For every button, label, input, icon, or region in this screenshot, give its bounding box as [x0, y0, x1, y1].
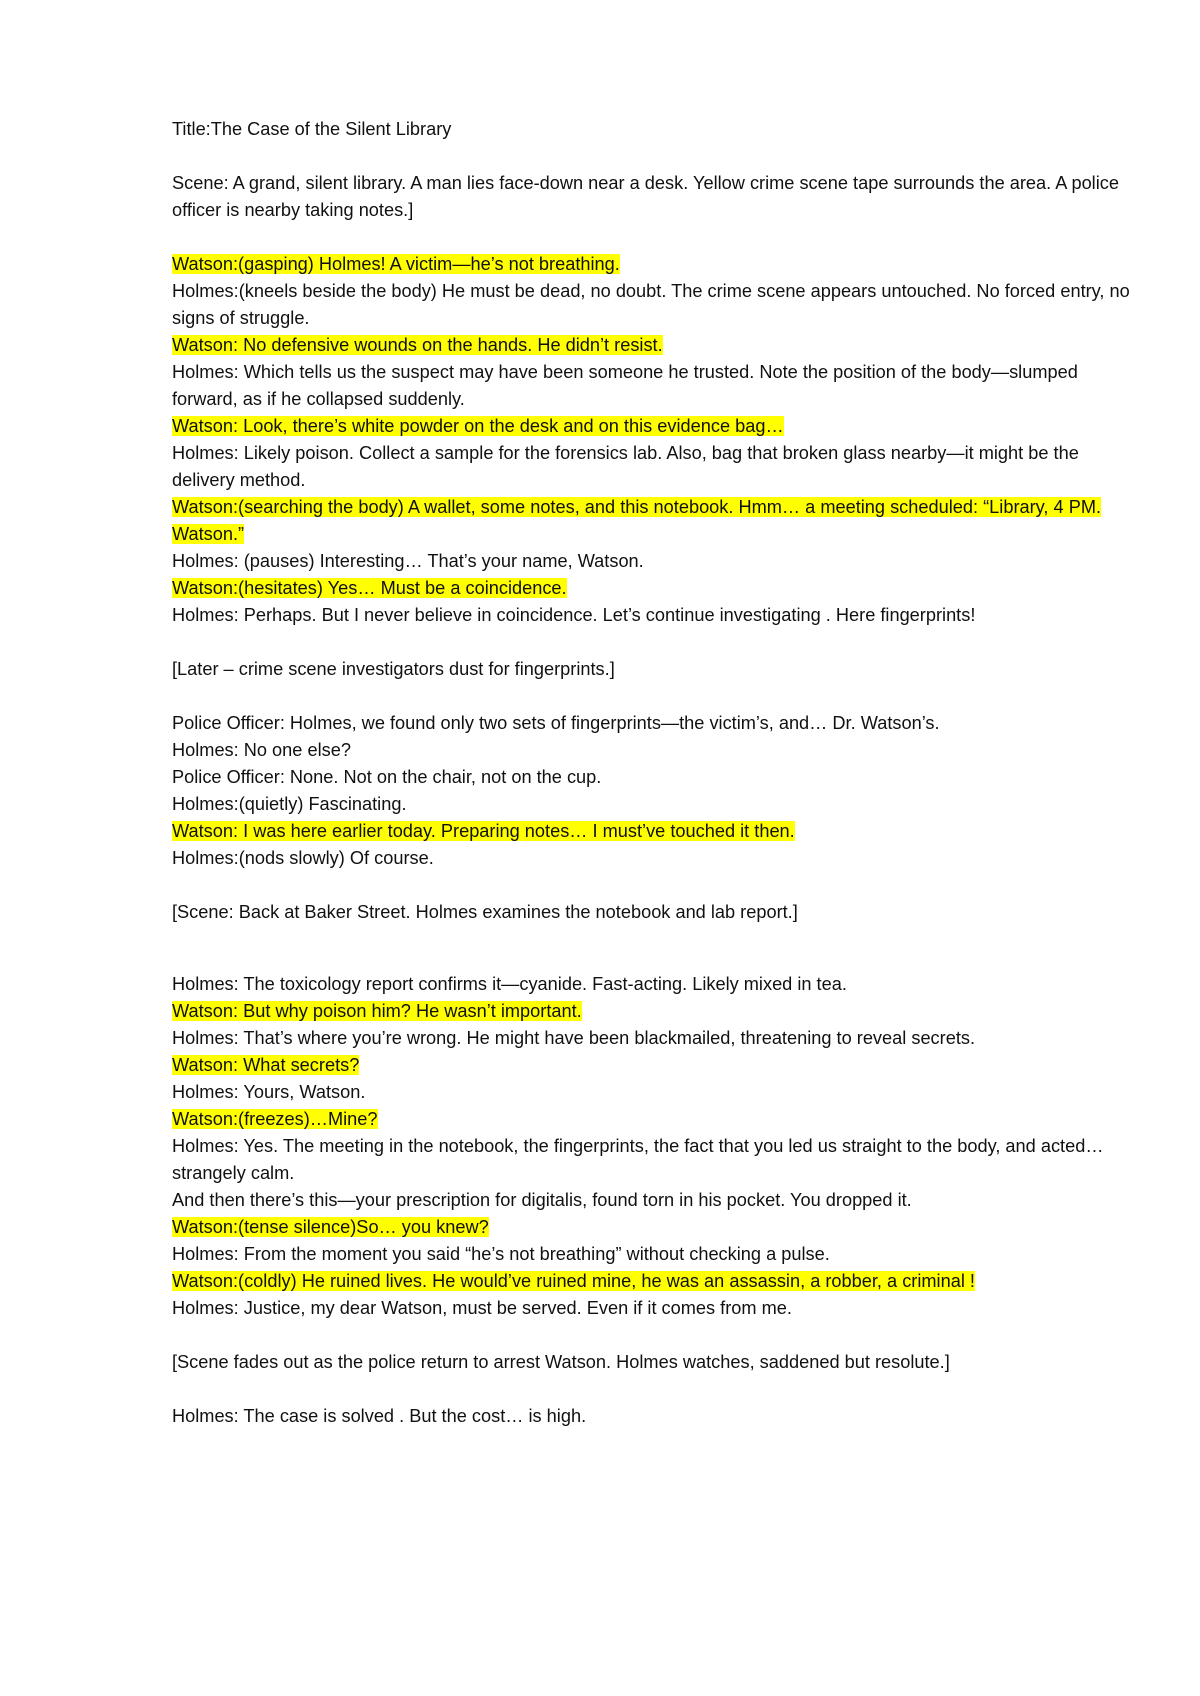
dialogue-text: Holmes: Likely poison. Collect a sample for the forensics lab. Also, bag that broken glass nearby—it might be the delivery method.	[172, 443, 1079, 490]
dialogue-line	[172, 359, 1132, 413]
dialogue-line	[172, 1052, 1132, 1079]
dialogue-line	[172, 845, 1132, 872]
dialogue-line	[172, 413, 1132, 440]
spacer	[172, 143, 1132, 170]
stage-direction: [Scene: Back at Baker Street. Holmes examines the notebook and lab report.]	[172, 902, 798, 922]
dialogue-text: Holmes: Which tells us the suspect may have been someone he trusted. Note the position of the body—slumped forward, as if he collapsed suddenly.	[172, 362, 1078, 409]
dialogue-line	[172, 737, 1132, 764]
dialogue-text: Holmes: Justice, my dear Watson, must be served. Even if it comes from me.	[172, 1298, 792, 1318]
dialogue-text: Holmes: No one else?	[172, 740, 351, 760]
dialogue-line	[172, 494, 1132, 548]
dialogue-line	[172, 1187, 1132, 1214]
dialogue-text: Watson: What secrets?	[172, 1055, 360, 1075]
dialogue-line	[172, 1079, 1132, 1106]
dialogue-line	[172, 791, 1132, 818]
dialogue-line	[172, 764, 1132, 791]
spacer	[172, 224, 1132, 251]
dialogue-text: Police Officer: Holmes, we found only two sets of fingerprints—the victim’s, and… Dr. Watson’s.	[172, 713, 940, 733]
dialogue-text: Watson:(hesitates) Yes… Must be a coincidence.	[172, 578, 567, 598]
dialogue-text: Watson: Look, there’s white powder on the desk and on this evidence bag…	[172, 416, 784, 436]
dialogue-text: Holmes:(kneels beside the body) He must be dead, no doubt. The crime scene appears untouched. No forced entry, no signs of struggle.	[172, 281, 1130, 328]
dialogue-text: Holmes:(quietly) Fascinating.	[172, 794, 407, 814]
spacer	[172, 872, 1132, 899]
dialogue-line	[172, 251, 1132, 278]
dialogue-text: Watson:(tense silence)So… you knew?	[172, 1217, 489, 1237]
dialogue-line	[172, 1295, 1132, 1322]
dialogue-text: Watson:(coldly) He ruined lives. He would’ve ruined mine, he was an assassin, a robber, a criminal !	[172, 1271, 975, 1291]
dialogue-line	[172, 575, 1132, 602]
spacer	[172, 1376, 1132, 1403]
dialogue-line	[172, 1214, 1132, 1241]
dialogue-line	[172, 710, 1132, 737]
dialogue-line	[172, 1241, 1132, 1268]
document-title: Title:The Case of the Silent Library	[172, 119, 452, 139]
dialogue-line	[172, 1133, 1132, 1187]
spacer	[172, 683, 1132, 710]
dialogue-text: Holmes: From the moment you said “he’s not breathing” without checking a pulse.	[172, 1244, 830, 1264]
spacer	[172, 926, 1132, 971]
dialogue-line	[172, 1268, 1132, 1295]
spacer	[172, 629, 1132, 656]
dialogue-line	[172, 1106, 1132, 1133]
dialogue-text: Watson: No defensive wounds on the hands. He didn’t resist.	[172, 335, 663, 355]
closing-line: Holmes: The case is solved . But the cost… is high.	[172, 1406, 587, 1426]
dialogue-text: Watson: But why poison him? He wasn’t important.	[172, 1001, 582, 1021]
dialogue-line	[172, 998, 1132, 1025]
dialogue-line	[172, 1025, 1132, 1052]
dialogue-text: And then there’s this—your prescription for digitalis, found torn in his pocket. You dropped it.	[172, 1190, 912, 1210]
dialogue-text: Watson: I was here earlier today. Preparing notes… I must’ve touched it then.	[172, 821, 795, 841]
dialogue-text: Police Officer: None. Not on the chair, not on the cup.	[172, 767, 602, 787]
dialogue-text: Watson:(freezes)…Mine?	[172, 1109, 378, 1129]
dialogue-line	[172, 548, 1132, 575]
dialogue-text: Holmes: That’s where you’re wrong. He might have been blackmailed, threatening to reveal secrets.	[172, 1028, 976, 1048]
spacer	[172, 1322, 1132, 1349]
document-body	[172, 116, 1132, 1430]
dialogue-text: Holmes: The toxicology report confirms it—cyanide. Fast-acting. Likely mixed in tea.	[172, 974, 847, 994]
dialogue-line	[172, 332, 1132, 359]
stage-direction: [Scene fades out as the police return to arrest Watson. Holmes watches, saddened but resolute.]	[172, 1352, 950, 1372]
dialogue-text: Holmes: Yours, Watson.	[172, 1082, 366, 1102]
dialogue-line	[172, 278, 1132, 332]
dialogue-line	[172, 602, 1132, 629]
dialogue-line	[172, 971, 1132, 998]
dialogue-text: Holmes: Perhaps. But I never believe in coincidence. Let’s continue investigating . Here fingerprints!	[172, 605, 976, 625]
dialogue-line	[172, 818, 1132, 845]
dialogue-text: Watson:(gasping) Holmes! A victim—he’s not breathing.	[172, 254, 620, 274]
dialogue-text: Holmes: Yes. The meeting in the notebook, the fingerprints, the fact that you led us straight to the body, and acted… strangely calm.	[172, 1136, 1104, 1183]
dialogue-text: Holmes:(nods slowly) Of course.	[172, 848, 434, 868]
dialogue-line	[172, 440, 1132, 494]
dialogue-text: Holmes: (pauses) Interesting… That’s your name, Watson.	[172, 551, 644, 571]
scene-intro: Scene: A grand, silent library. A man lies face-down near a desk. Yellow crime scene tape surrounds the area. A police officer is nearby taking notes.]	[172, 173, 1119, 220]
stage-direction: [Later – crime scene investigators dust for fingerprints.]	[172, 659, 615, 679]
dialogue-text: Watson:(searching the body) A wallet, some notes, and this notebook. Hmm… a meeting scheduled: “Library, 4 PM. Watson.”	[172, 497, 1102, 544]
